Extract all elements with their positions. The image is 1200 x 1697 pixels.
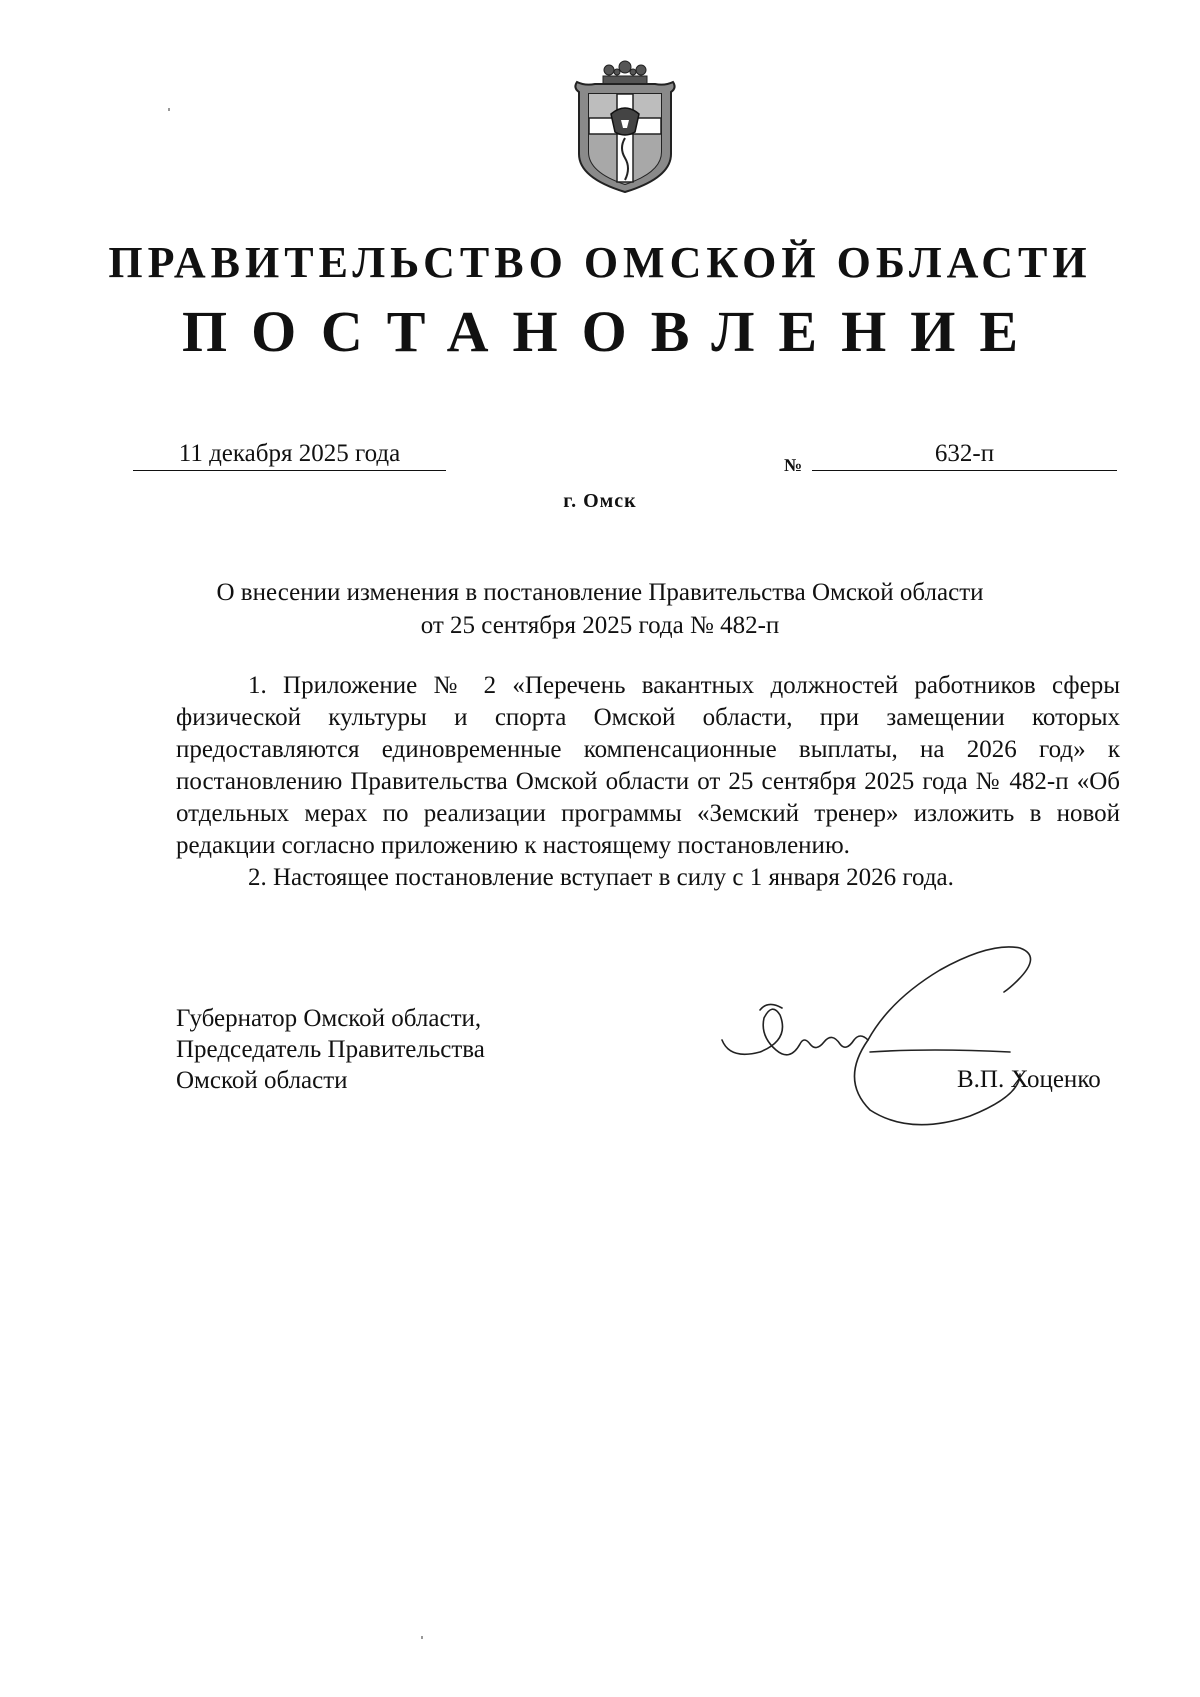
signer-position-line: Председатель Правительства — [176, 1036, 485, 1063]
scan-speck — [421, 1636, 423, 1639]
body-paragraph: 1. Приложение № 2 «Перечень вакантных должностей работников сферы физической культуры и спорта Омской области, при замещении которых предоставляются единовременные компенсационные выплаты, на 2026 год» к постановлению Правительства Омской области от 25 сентября 2025 года № 482-п «Об отдельных мерах по реализации программы «Земский тренер» изложить в новой редакции согласно приложению к настоящему постановлению. — [176, 672, 1120, 859]
city-label: г. Омск — [563, 490, 637, 512]
subject-line-1: О внесении изменения в постановление Правительства Омской области — [216, 579, 984, 606]
document-subject — [150, 576, 1050, 642]
signer-position — [176, 1003, 485, 1096]
document-date: 11 декабря 2025 года — [133, 438, 446, 471]
number-label: № — [784, 455, 803, 475]
organization-title: ПРАВИТЕЛЬСТВО ОМСКОЙ ОБЛАСТИ — [108, 238, 1092, 287]
document-body — [176, 670, 1120, 894]
scan-speck — [168, 108, 170, 111]
signer-position-line: Омской области — [176, 1067, 348, 1094]
signer-position-line: Губернатор Омской области, — [176, 1005, 482, 1032]
handwritten-signature-icon — [720, 940, 1080, 1140]
document-number: 632-п — [812, 438, 1117, 471]
coat-of-arms-icon — [565, 58, 685, 198]
document-type-heading: ПОСТАНОВЛЕНИЕ — [181, 299, 1043, 364]
body-paragraph: 2. Настоящее постановление вступает в силу с 1 января 2026 года. — [248, 864, 954, 891]
subject-line-2: от 25 сентября 2025 года № 482-п — [420, 612, 780, 639]
signer-name: В.П. Хоценко — [957, 1066, 1101, 1093]
